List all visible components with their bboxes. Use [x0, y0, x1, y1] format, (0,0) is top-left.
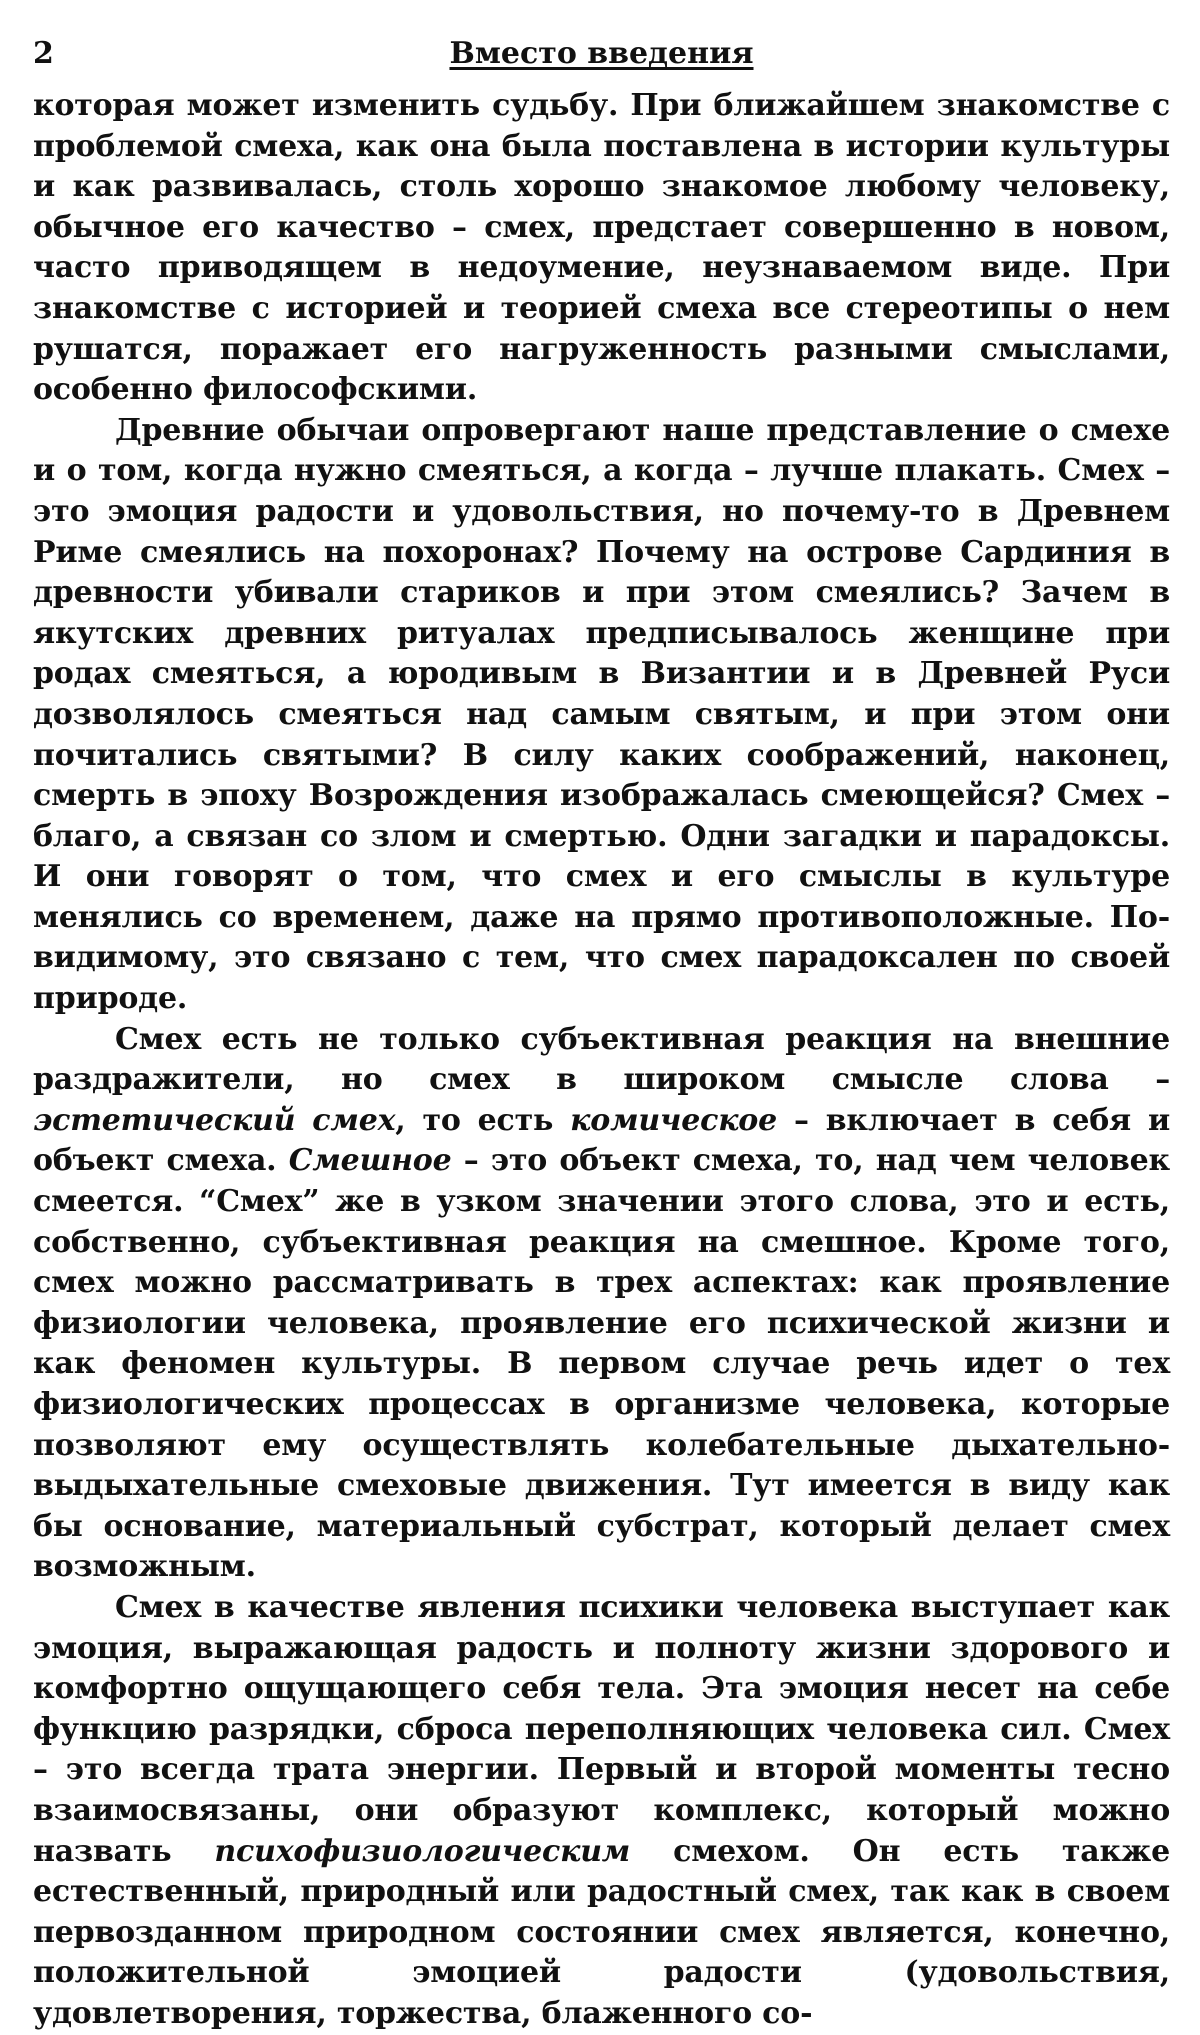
text-run: смехом. Он есть также естественный, природный или радостный смех, так как в своем первозданном природном состоянии смех является, конечно, положительной эмоцией радости (удовольствия, удовлетворения, торжества, блаженного со-	[33, 1833, 1170, 2031]
paragraph	[33, 1588, 1170, 2035]
italic-term: психофизиологическим	[214, 1833, 631, 1869]
body-text	[33, 86, 1170, 2035]
text-run: Смех есть не только субъективная реакция на внешние раздражители, но смех в широком смысле слова –	[33, 1021, 1170, 1098]
paragraph	[33, 86, 1170, 411]
text-run: – это объект смеха, то, над чем человек смеется. “Смех” же в узком значении этого слова, это и есть, собственно, субъективная реакция на смешное. Кроме того, смех можно рассматривать в трех аспектах: как проявление физиологии человека, проявление его психической жизни и как феномен культуры. В первом случае речь идет о тех физиологических процессах в организме человека, которые позволяют ему осуществлять колебательные дыхательно-выдыхательные смеховые движения. Тут имеется в виду как бы основание, материальный субстрат, который делает смех возможным.	[33, 1143, 1170, 1585]
text-run: , то есть	[395, 1102, 571, 1138]
paragraph	[33, 1020, 1170, 1588]
italic-term: комическое	[570, 1102, 777, 1138]
page-number: 2	[33, 36, 54, 71]
italic-term: Смешное	[288, 1143, 452, 1179]
text-run: Смех в качестве явления психики человека выступает как эмоция, выражающая радость и полноту жизни здорового и комфортно ощущающего себя тела. Эта эмоция несет на себе функцию разрядки, сброса переполняющих человека сил. Смех – это всегда трата энергии. Первый и второй моменты тесно взаимосвязаны, они образуют комплекс, который можно назвать	[33, 1589, 1170, 1869]
paragraph	[33, 411, 1170, 1020]
italic-term: эстетический смех	[33, 1102, 396, 1138]
page-header	[33, 36, 1170, 86]
running-title: Вместо введения	[449, 36, 754, 71]
text-run: – включает в себя и объект смеха.	[33, 1102, 1171, 1179]
text-run: Древние обычаи опровергают наше представление о смехе и о том, когда нужно смеяться, а когда – лучше плакать. Смех – это эмоция радости и удовольствия, но почему-то в Древнем Риме смеялись на похоронах? Почему на острове Сардиния в древности убивали стариков и при этом смеялись? Зачем в якутских древних ритуалах предписывалось женщине при родах смеяться, а юродивым в Византии и в Древней Руси дозволялось смеяться над самым святым, и при этом они почитались святыми? В силу каких соображений, наконец, смерть в эпоху Возрождения изображалась смеющейся? Смех – благо, а связан со злом и смертью. Одни загадки и парадоксы. И они говорят о том, что смех и его смыслы в культуре менялись со временем, даже на прямо противоположные. По-видимому, это связано с тем, что смех парадоксален по своей природе.	[33, 412, 1170, 1017]
text-run: которая может изменить судьбу. При ближайшем знакомстве с проблемой смеха, как она была поставлена в истории культуры и как развивалась, столь хорошо знакомое любому человеку, обычное его качество – смех, предстает совершенно в новом, часто приводящем в недоумение, неузнаваемом виде. При знакомстве с историей и теорией смеха все стереотипы о нем рушатся, поражает его нагруженность разными смыслами, особенно философскими.	[33, 88, 1170, 408]
